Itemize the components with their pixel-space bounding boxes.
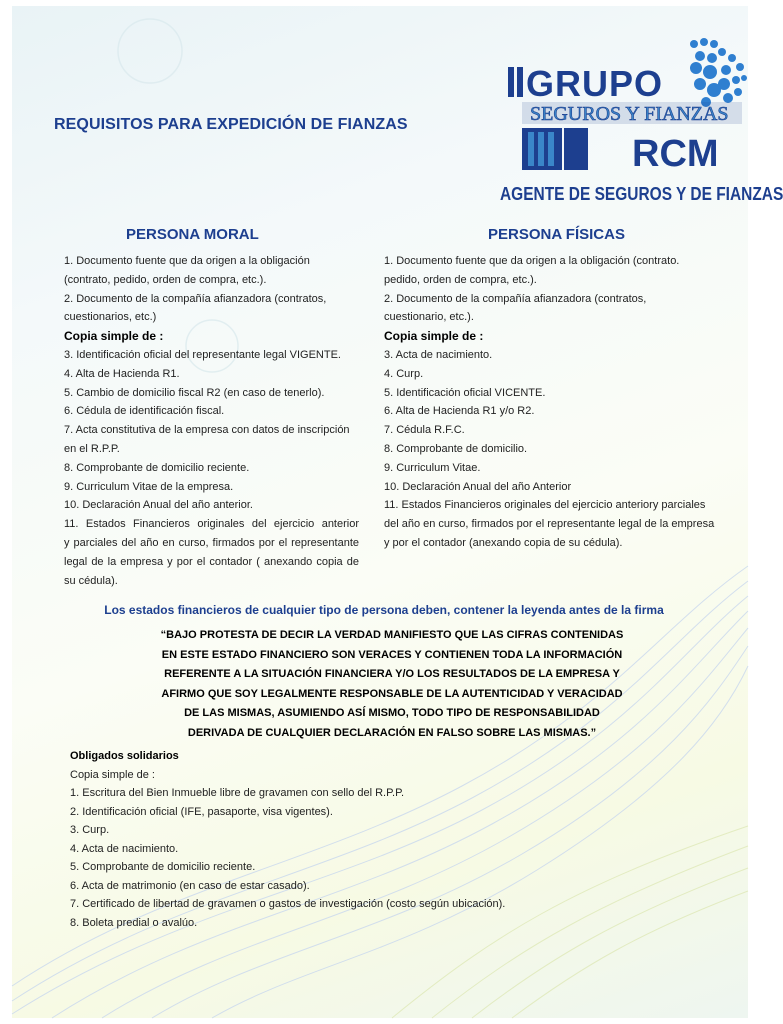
list-item: 3. Identificación oficial del representante legal VIGENTE. — [64, 348, 341, 361]
dots-graphic — [690, 38, 747, 107]
list-item: 5. Comprobante de domicilio reciente. — [70, 861, 256, 873]
list-item: cuestionario, etc.). — [384, 311, 474, 324]
list-item: 2. Documento de la compañía afianzadora (contratos, — [64, 292, 327, 305]
list-item: 9. Curriculum Vitae. — [384, 461, 481, 474]
list-item: 7. Acta constitutiva de la empresa con datos de inscripción — [64, 424, 350, 437]
list-item: 9. Curriculum Vitae de la empresa. — [64, 480, 234, 493]
list-subheading: Copia simple de : — [384, 329, 484, 344]
list-item: 5. Cambio de domicilio fiscal R2 (en caso de tenerlo). — [64, 386, 325, 399]
list-item: 7. Cédula R.F.C. — [384, 424, 465, 437]
list-item: 8. Comprobante de domicilio reciente. — [64, 461, 250, 474]
list-item: 6. Acta de matrimonio (en caso de estar casado). — [70, 879, 310, 892]
list-item: 11. Estados Financieros originales del ejercicio anterior — [64, 518, 359, 531]
list-item: 4. Curp. — [384, 367, 424, 380]
grupo-rcm-logo — [504, 34, 754, 184]
obligados-solidarios-section — [70, 747, 505, 932]
list-item: cuestionarios, etc.) — [64, 311, 157, 324]
list-item: en el R.P.P. — [64, 442, 120, 455]
financial-statement-note: Los estados financieros de cualquier tipo de persona deben, contener la leyenda antes de la firma — [104, 603, 664, 617]
logo-banner: SEGUROS Y FIANZAS — [530, 103, 729, 125]
list-item: pedido, orden de compra, etc.). — [384, 273, 537, 286]
list-item: 10. Declaración Anual del año Anterior — [384, 480, 572, 493]
list-item: 1. Documento fuente que da origen a la obligación — [64, 255, 310, 267]
list-item: 4. Acta de nacimiento. — [70, 842, 179, 855]
quote-line: EN ESTE ESTADO FINANCIERO SON VERACES Y CONTIENEN TODA LA INFORMACIÓN — [161, 648, 623, 661]
list-item: 10. Declaración Anual del año anterior. — [64, 499, 253, 512]
document-page — [12, 6, 783, 1018]
list-item: 8. Comprobante de domicilio. — [384, 442, 528, 455]
list-item: 3. Curp. — [70, 824, 110, 836]
legend-quote — [142, 626, 642, 743]
list-item: 4. Alta de Hacienda R1. — [64, 367, 180, 380]
list-item: 1. Documento fuente que da origen a la obligación (contrato. — [384, 255, 680, 267]
list-item: (contrato, pedido, orden de compra, etc.). — [64, 273, 267, 286]
quote-line: REFERENTE A LA SITUACIÓN FINANCIERA Y/O LOS RESULTADOS DE LA EMPRESA Y — [164, 668, 620, 680]
persona-moral-list — [64, 252, 359, 590]
list-item: 7. Certificado de libertad de gravamen o gastos de investigación (costo según ubicación). — [70, 898, 506, 910]
list-item: 1. Escritura del Bien Inmueble libre de gravamen con sello del R.P.P. — [70, 787, 405, 799]
quote-line: AFIRMO QUE SOY LEGALMENTE RESPONSABLE DE LA AUTENTICIDAD Y VERACIDAD — [161, 687, 623, 700]
list-item: legal de la empresa y por el contador ( anexando copia de — [64, 555, 359, 568]
obligados-heading: Obligados solidarios — [70, 750, 179, 762]
list-item: Copia simple de : — [70, 768, 155, 781]
list-item: y por el contador (anexando copia de su cédula). — [384, 536, 623, 549]
list-item: 2. Identificación oficial (IFE, pasaporte, visa vigentes). — [70, 805, 333, 818]
list-item: 6. Alta de Hacienda R1 y/o R2. — [384, 405, 535, 418]
quote-line: DERIVADA DE CUALQUIER DECLARACIÓN EN FALSO SOBRE LAS MISMAS.” — [187, 726, 597, 739]
logo-word-grupo: GRUPO — [526, 63, 664, 104]
document-title: REQUISITOS PARA EXPEDICIÓN DE FIANZAS — [54, 116, 408, 133]
quote-line: DE LAS MISMAS, ASUMIENDO ASÍ MISMO, TODO TIPO DE RESPONSABILIDAD — [184, 707, 600, 719]
list-item: 11. Estados Financieros originales del ejercicio anteriory parciales — [384, 499, 706, 512]
persona-fisicas-heading: PERSONA FÍSICAS — [488, 226, 625, 243]
list-item: 8. Boleta predial o avalúo. — [70, 916, 198, 929]
list-item: 2. Documento de la compañía afianzadora (contratos, — [384, 292, 647, 305]
persona-moral-heading: PERSONA MORAL — [126, 226, 259, 243]
logo-word-rcm: RCM — [632, 133, 719, 175]
persona-fisicas-list — [384, 252, 744, 553]
list-item: 6. Cédula de identificación fiscal. — [64, 405, 225, 418]
list-item: y parciales del año en curso, firmados por el representante — [64, 536, 359, 549]
list-item: su cédula). — [64, 574, 118, 587]
list-item: 5. Identificación oficial VICENTE. — [384, 386, 546, 399]
quote-line: “BAJO PROTESTA DE DECIR LA VERDAD MANIFIESTO QUE LAS CIFRAS CONTENIDAS — [160, 629, 624, 641]
list-item: 3. Acta de nacimiento. — [384, 348, 493, 361]
logo-tagline: AGENTE DE SEGUROS Y DE FIANZAS — [500, 184, 783, 204]
list-item: del año en curso, firmados por el representante legal de la empresa — [384, 518, 715, 531]
list-subheading: Copia simple de : — [64, 329, 164, 344]
